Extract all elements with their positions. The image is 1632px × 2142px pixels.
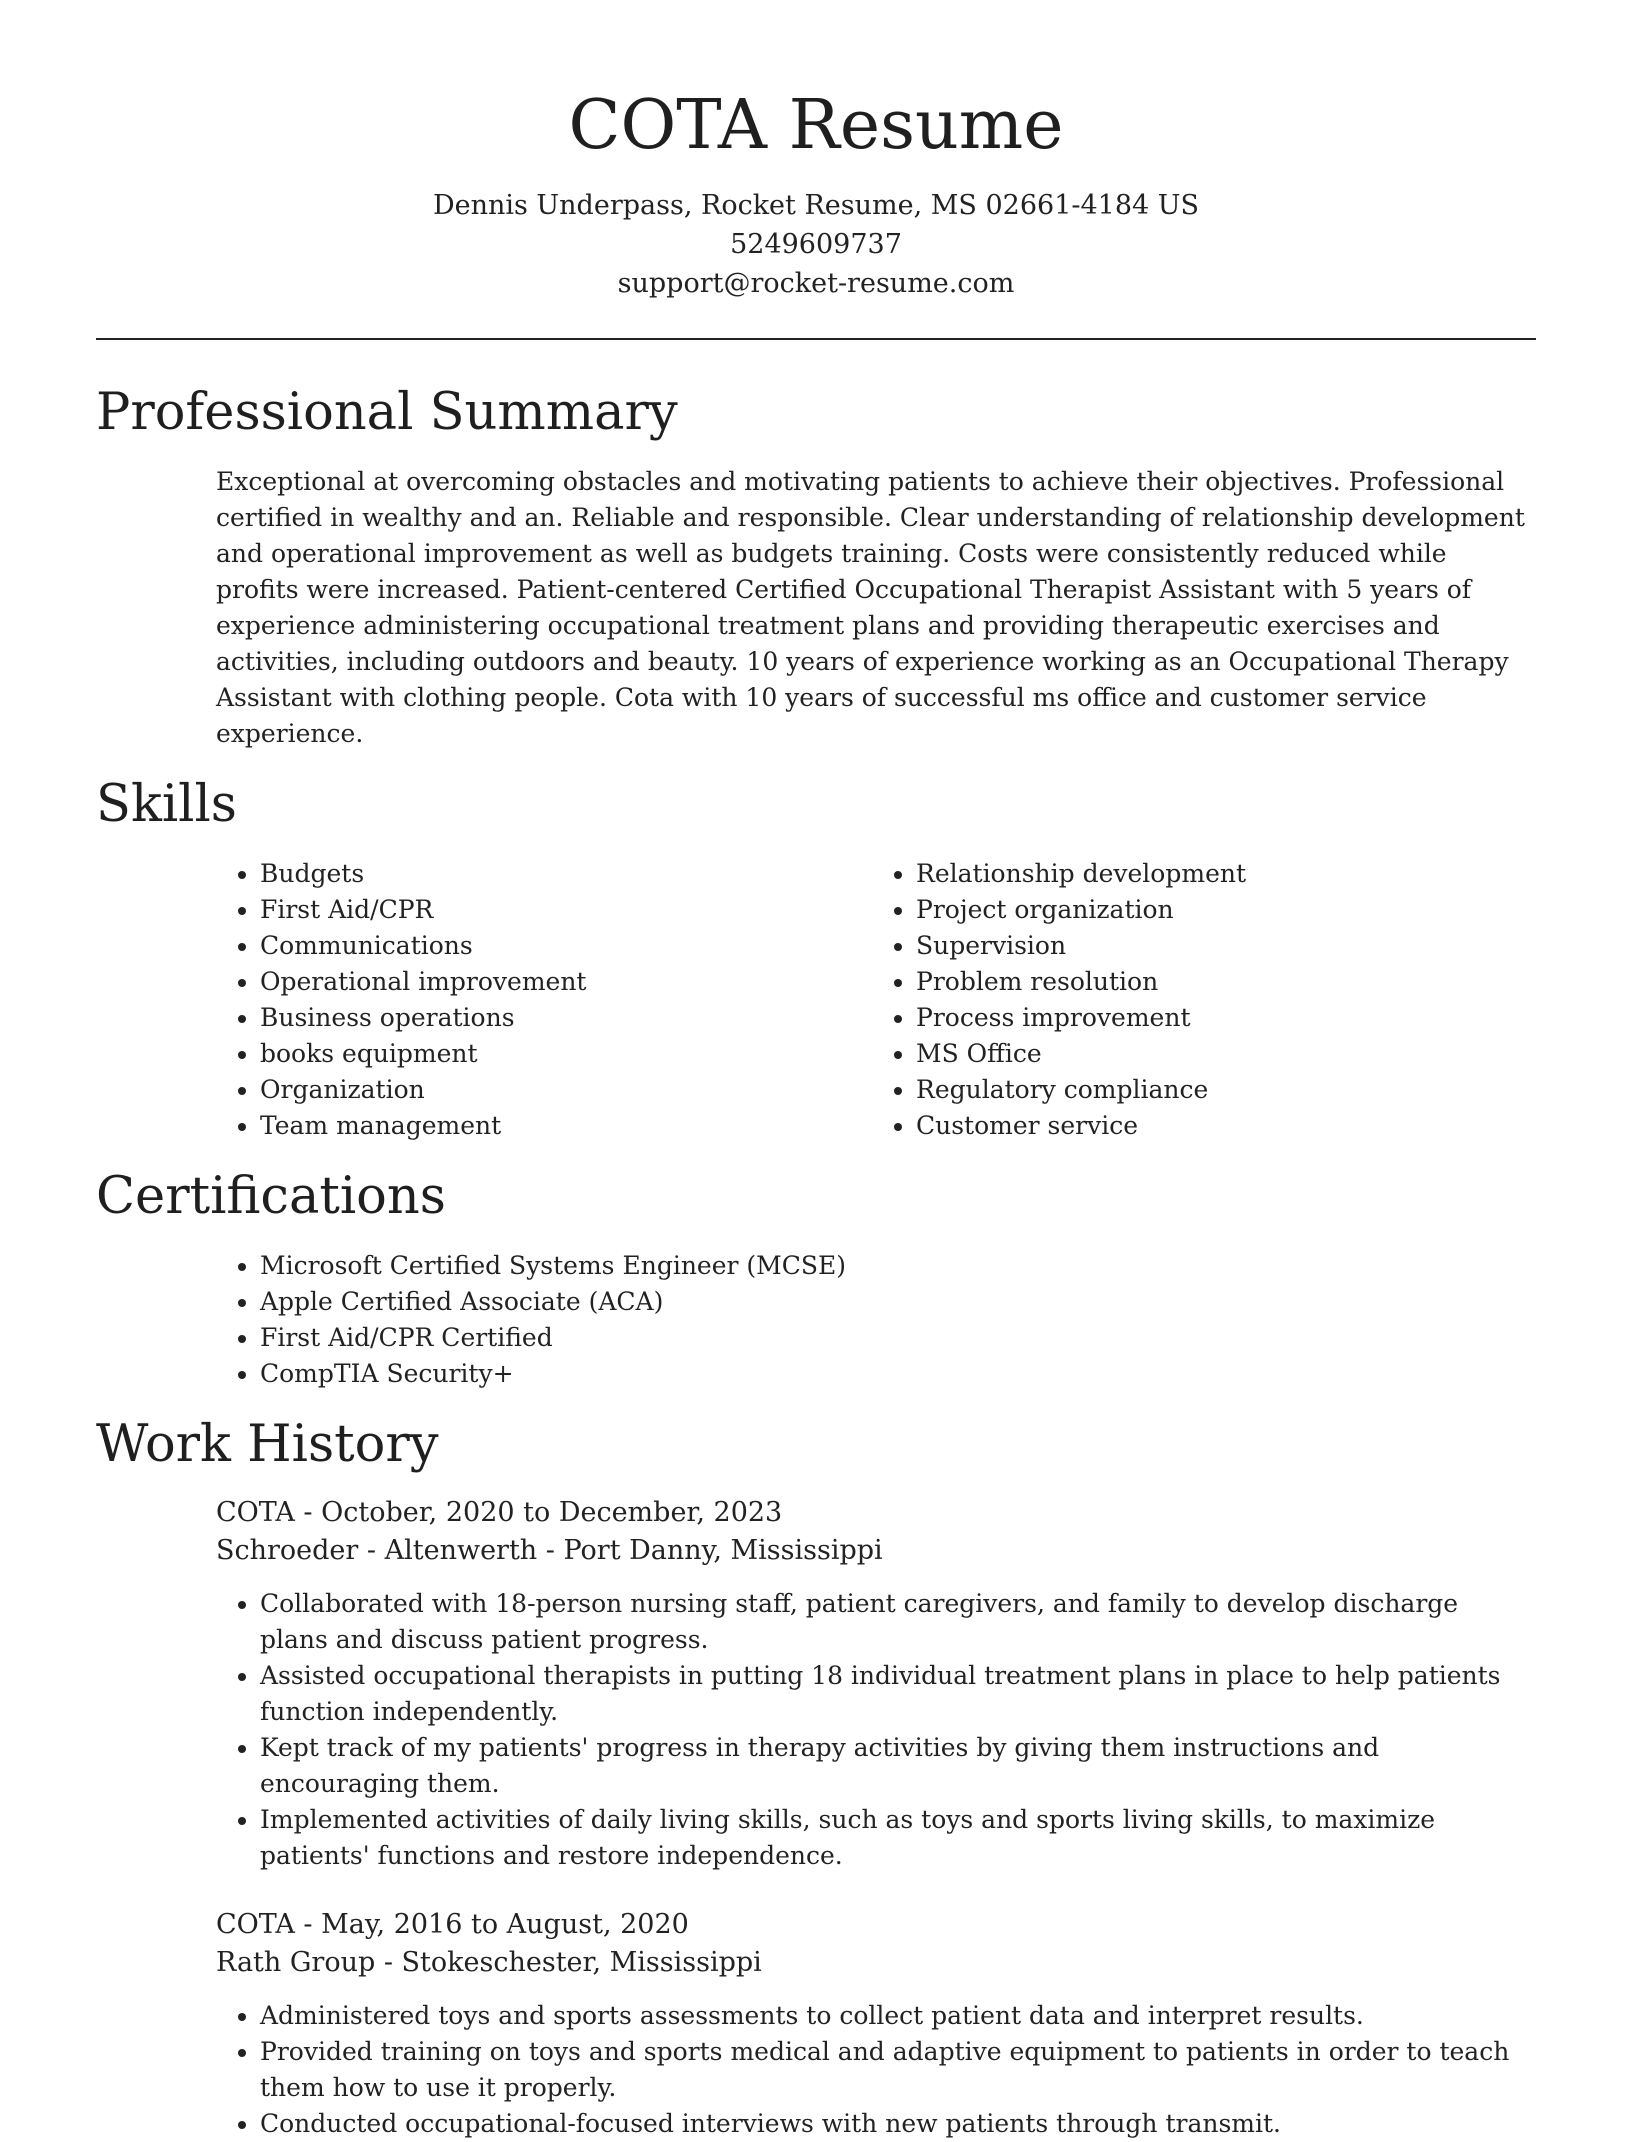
skills-list-left (216, 856, 872, 1144)
list-item: • Kept track of my patients' progress in therapy activities by giving them instructions and encouraging them. (260, 1730, 1528, 1802)
list-item: • CompTIA Security+ (260, 1356, 1528, 1392)
resume-title: COTA Resume (568, 86, 1064, 165)
certifications-body (216, 1248, 1528, 1392)
list-item: • Process improvement (916, 1000, 1528, 1036)
certifications-list (216, 1248, 1528, 1392)
job-title: COTA - October, 2020 to December, 2023 (216, 1497, 783, 1528)
list-item: • Administered toys and sports assessments to collect patient data and interpret results. (260, 1998, 1528, 2034)
job-company: Schroeder - Altenwerth - Port Danny, Mississippi (216, 1535, 883, 1566)
skills-section (96, 774, 1536, 1144)
job-bullets (216, 1586, 1528, 1874)
job-company: Rath Group - Stokeschester, Mississippi (216, 1947, 762, 1978)
list-item: • books equipment (260, 1036, 872, 1072)
list-item: • Project organization (916, 892, 1528, 928)
contact-address: Dennis Underpass, Rocket Resume, MS 02661-4184 US (432, 190, 1200, 221)
list-item: • Microsoft Certified Systems Engineer (MCSE) (260, 1248, 1528, 1284)
list-item: • First Aid/CPR Certified (260, 1320, 1528, 1356)
list-item: • Team management (260, 1108, 872, 1144)
list-item: • Relationship development (916, 856, 1528, 892)
list-item: • Communications (260, 928, 872, 964)
skills-grid (216, 856, 1528, 1144)
resume-page (96, 0, 1536, 2142)
list-item: • Provided training on toys and sports medical and adaptive equipment to patients in order to teach them how to use it properly. (260, 2034, 1528, 2106)
list-item: • First Aid/CPR (260, 892, 872, 928)
contact-phone: 5249609737 (730, 229, 902, 260)
work-history-section (96, 1414, 1536, 2142)
contact-block (96, 186, 1536, 303)
contact-email: support@rocket-resume.com (617, 268, 1015, 299)
work-history-heading: Work History (96, 1415, 439, 1474)
list-item: • Conducted occupational-focused interviews with new patients through transmit. (260, 2106, 1528, 2142)
summary-section (96, 382, 1536, 752)
job-bullets (216, 1998, 1528, 2142)
list-item: • Collaborated with 18-person nursing staff, patient caregivers, and family to develop discharge plans and discuss patient progress. (260, 1586, 1528, 1658)
summary-text: Exceptional at overcoming obstacles and motivating patients to achieve their objectives. Professional certified in wealthy and an. Reliable and responsible. Clear understanding of relationship development and operational improvement as well as budgets training. Costs were consistently reduced while profits were increased. Patient-centered Certified Occupational Therapist Assistant with 5 years of experience administering occupational treatment plans and providing therapeutic exercises and activities, including outdoors and beauty. 10 years of experience working as an Occupational Therapy Assistant with clothing people. Cota with 10 years of successful ms office and customer service experience. (216, 467, 1525, 748)
list-item: • Regulatory compliance (916, 1072, 1528, 1108)
list-item: • Customer service (916, 1108, 1528, 1144)
certifications-section (96, 1166, 1536, 1392)
list-item: • Apple Certified Associate (ACA) (260, 1284, 1528, 1320)
job-entry (216, 1906, 1528, 2142)
job-entry (216, 1494, 1528, 1874)
list-item: • MS Office (916, 1036, 1528, 1072)
skills-list-right (872, 856, 1528, 1144)
summary-heading: Professional Summary (96, 383, 678, 442)
resume-header (96, 0, 1536, 303)
list-item: • Budgets (260, 856, 872, 892)
list-item: • Organization (260, 1072, 872, 1108)
list-item: • Business operations (260, 1000, 872, 1036)
list-item: • Operational improvement (260, 964, 872, 1000)
header-divider (96, 338, 1536, 340)
certifications-heading: Certifications (96, 1167, 446, 1226)
list-item: • Assisted occupational therapists in putting 18 individual treatment plans in place to help patients function independently. (260, 1658, 1528, 1730)
skills-heading: Skills (96, 775, 237, 834)
list-item: • Supervision (916, 928, 1528, 964)
job-title: COTA - May, 2016 to August, 2020 (216, 1909, 689, 1940)
list-item: • Implemented activities of daily living skills, such as toys and sports living skills, to maximize patients' functions and restore independence. (260, 1802, 1528, 1874)
list-item: • Problem resolution (916, 964, 1528, 1000)
